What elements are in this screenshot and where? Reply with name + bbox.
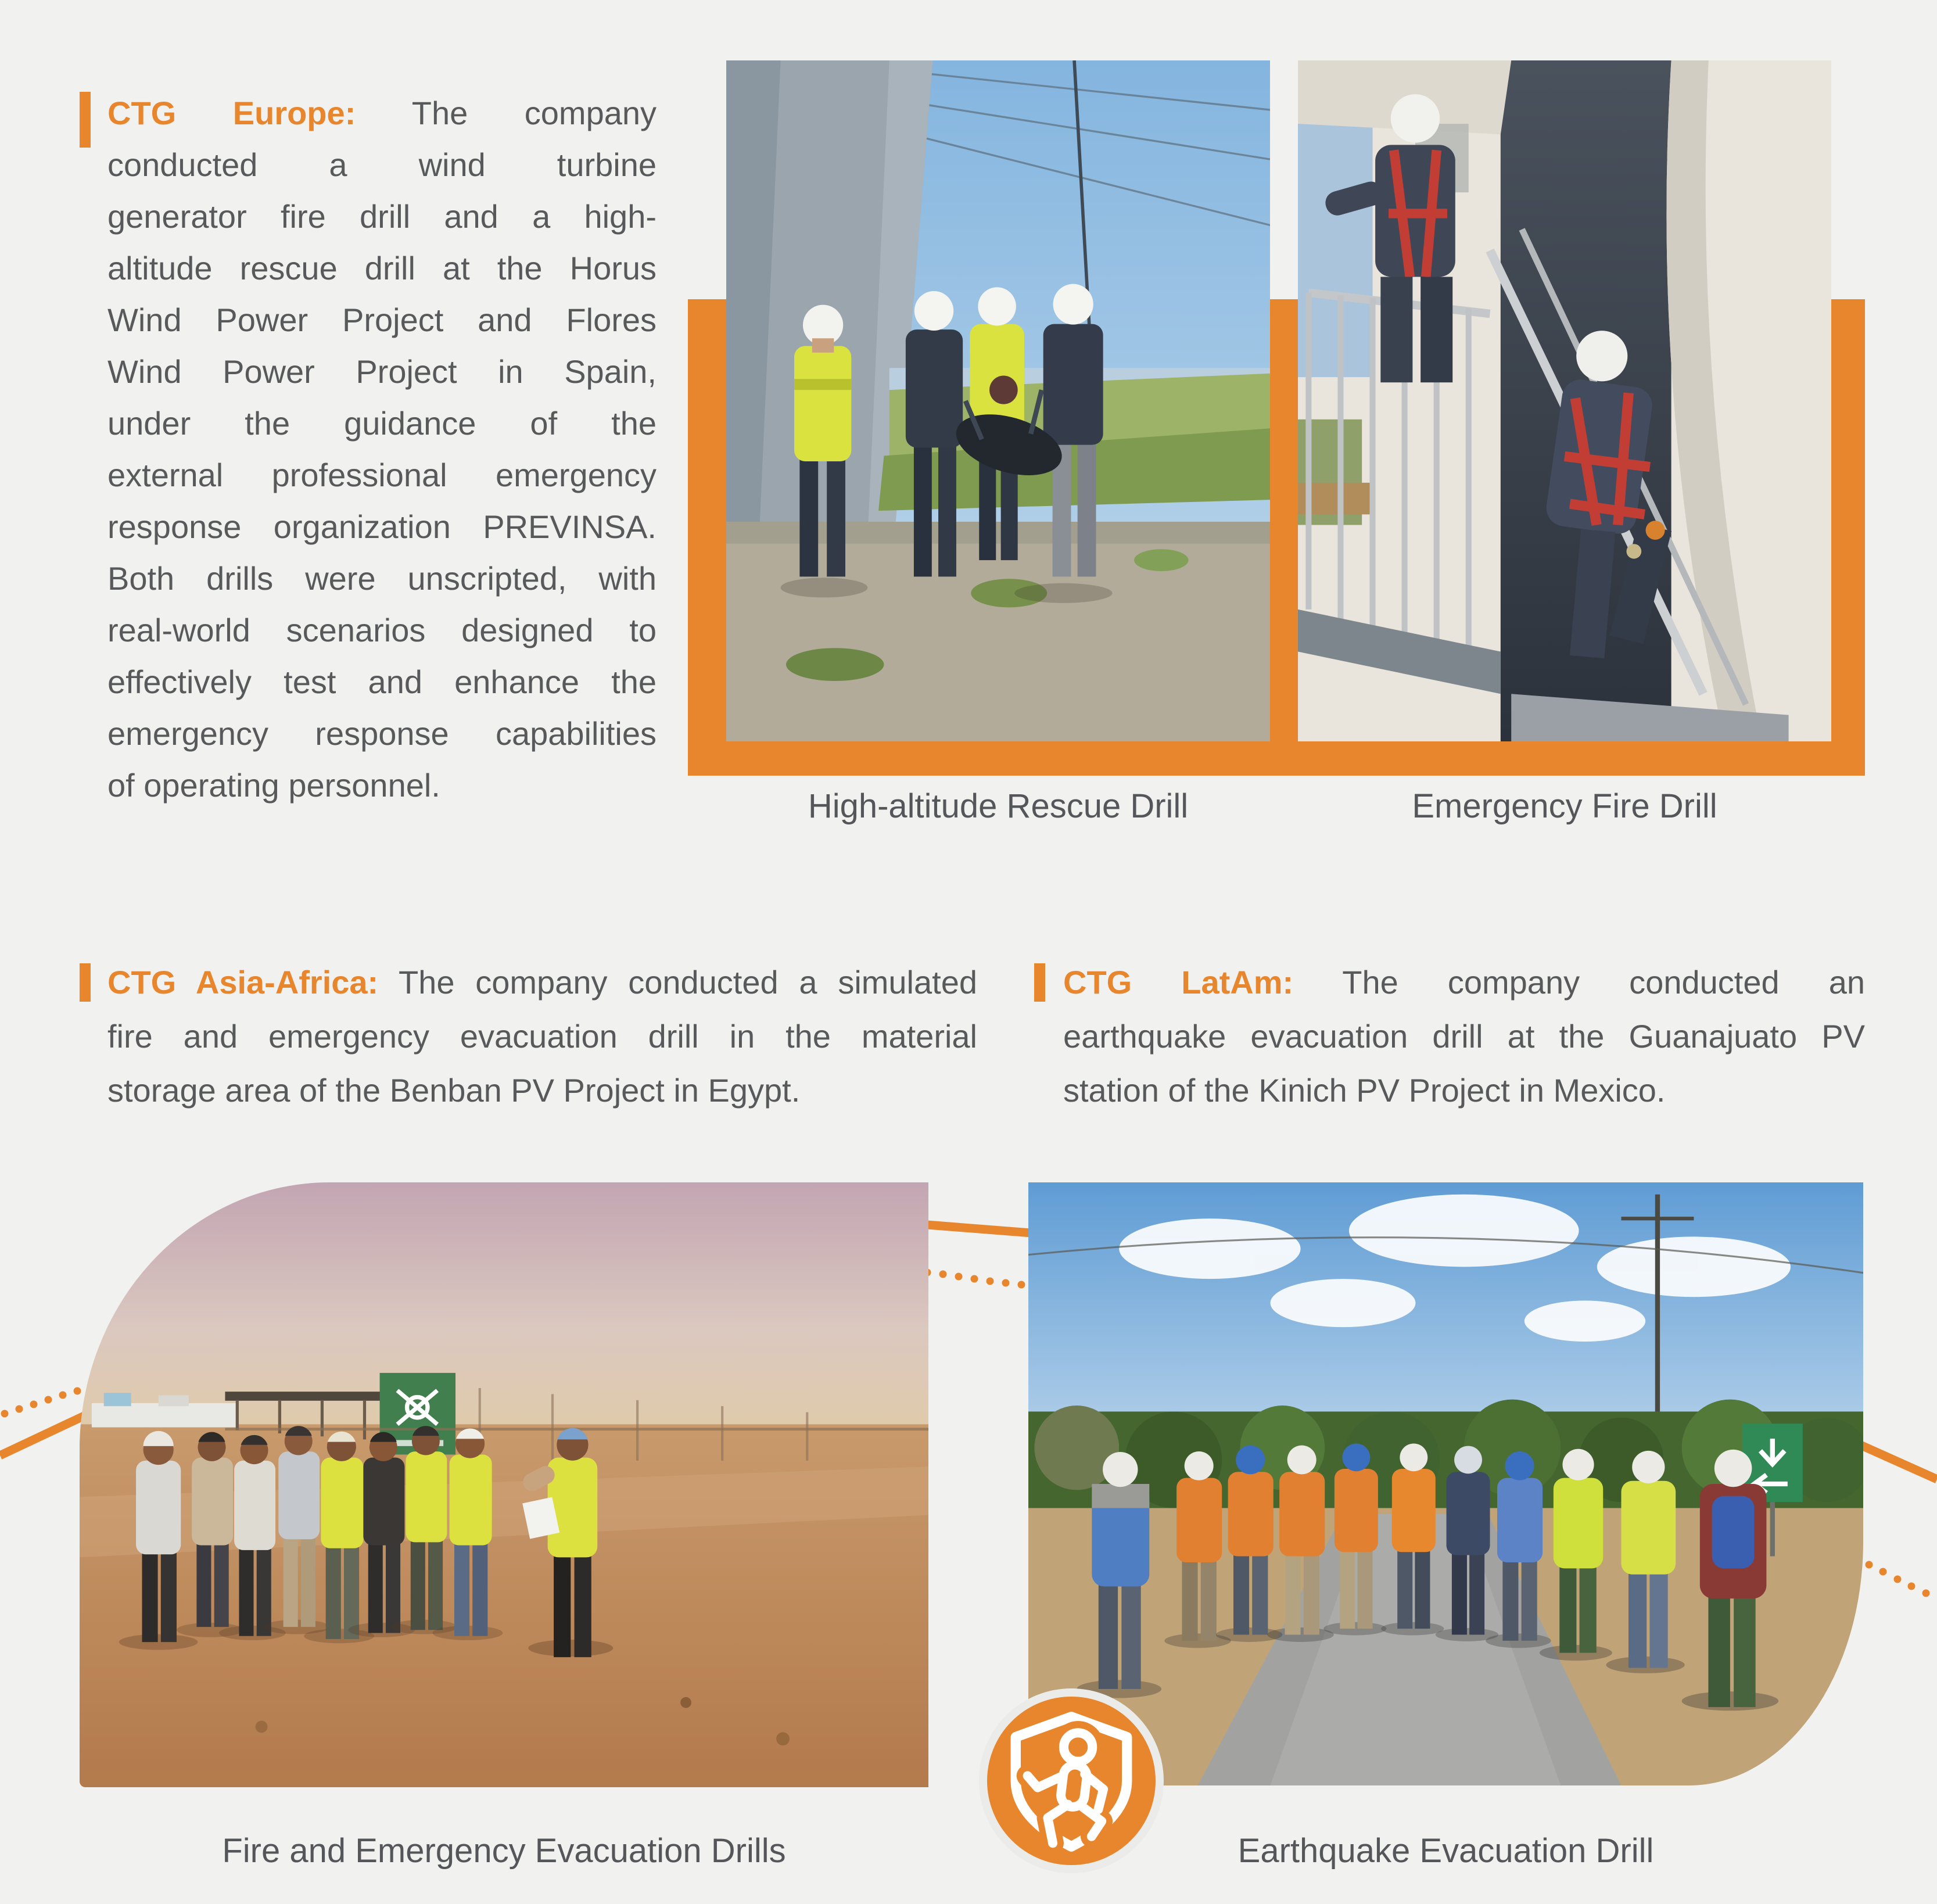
middle-decoration-lines [912,1209,1046,1296]
middle-dotted-and-solid-line [912,1209,1046,1296]
section-label: CTG LatAm: [1063,964,1294,1001]
earthquake-drill-photo [1028,1182,1863,1785]
fire-drill-photo-art [1298,60,1831,741]
earthquake-drill-photo-art [1028,1182,1863,1785]
fire-drill-photo [1298,60,1831,741]
section-label: CTG Europe: [107,95,356,131]
rescue-drill-photo-art [726,60,1270,741]
evacuation-running-icon [979,1688,1164,1873]
evacuation-drill-photo [80,1182,928,1787]
rescue-drill-photo [726,60,1270,741]
earthquake-drill-caption: Earthquake Evacuation Drill [1237,1832,1654,1870]
running-person-in-shield-glyph [987,1697,1156,1865]
section-label: CTG Asia-Africa: [107,964,379,1001]
asia-africa-accent-bar [80,963,91,1002]
europe-paragraph: CTG Europe: The company conducted a wind turbine generator fire drill and a high- altitude rescue drill at the Horus Wind Power Project and Flores Wind Power Project in Spain, under the guidance of the external professional emergency response organization PREVINSA. Both drills were unscripted, with real-world scenarios designed to effectively test and enhance the emergency response capabilities of operating personnel. [107,95,657,804]
europe-accent-bar [80,92,91,148]
rescue-drill-caption: High-altitude Rescue Drill [808,787,1189,825]
asia-africa-paragraph: CTG Asia-Africa: The company conducted a simulated fire and emergency evacuation drill in the material storage area of the Benban PV Project in Egypt. [107,964,977,1109]
fire-drill-caption: Emergency Fire Drill [1412,787,1717,825]
evacuation-drill-caption: Fire and Emergency Evacuation Drills [222,1832,786,1870]
evacuation-drill-photo-art [80,1182,928,1787]
latam-accent-bar [1034,963,1045,1002]
latam-paragraph: CTG LatAm: The company conducted an earthquake evacuation drill at the Guanajuato PV station of the Kinich PV Project in Mexico. [1063,964,1865,1109]
